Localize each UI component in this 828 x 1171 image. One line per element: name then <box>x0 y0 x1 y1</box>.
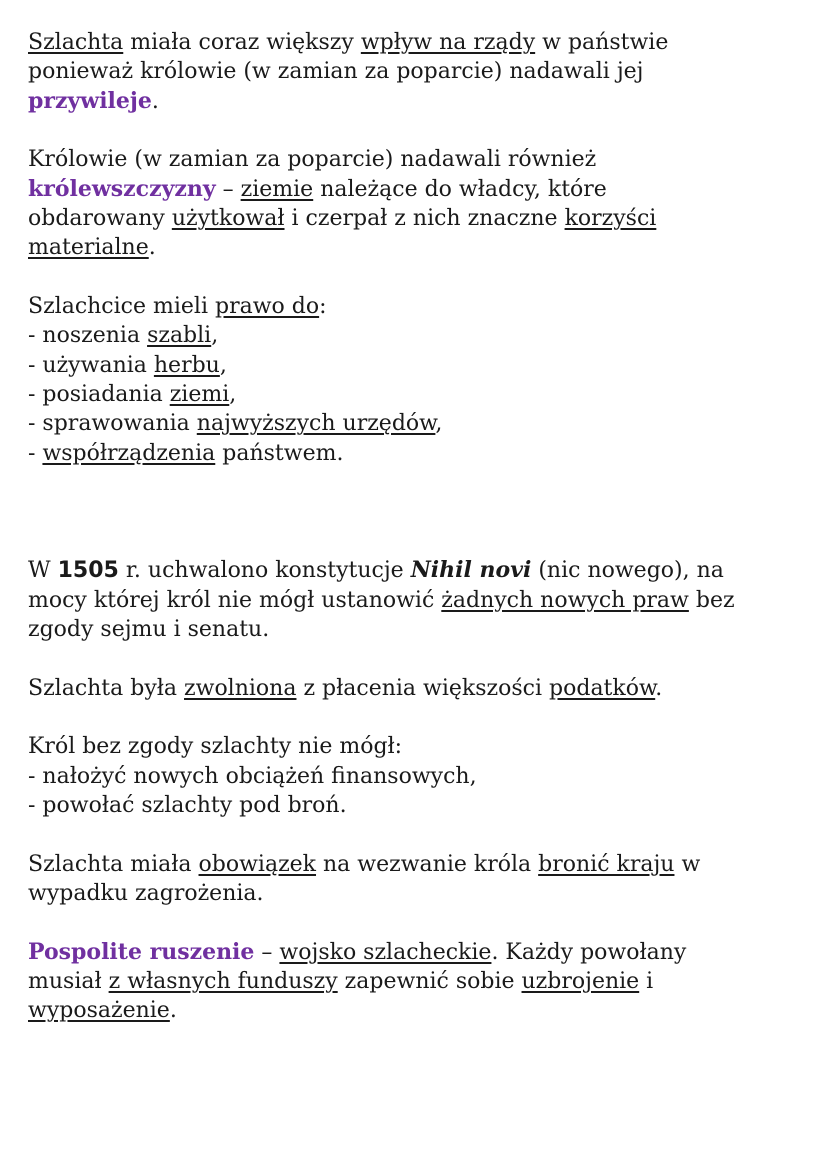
text-line <box>28 791 828 820</box>
text-line <box>28 292 828 321</box>
blank-line <box>28 116 828 145</box>
text-line <box>28 28 828 57</box>
text-line <box>28 439 828 468</box>
underlined-term: podatków <box>549 675 656 701</box>
text-span: miała coraz większy <box>123 30 361 55</box>
text-span: - powołać szlachty pod broń. <box>28 792 347 818</box>
text-span: , <box>435 411 443 437</box>
text-line <box>28 674 828 703</box>
text-span: i czerpał z nich znaczne <box>284 206 565 232</box>
text-span: . <box>148 235 156 261</box>
text-span: i <box>639 969 654 994</box>
text-span: Szlachta była <box>28 675 185 701</box>
underlined-term: użytkował <box>171 206 285 232</box>
text-span: - noszenia <box>28 323 148 349</box>
underlined-term: obowiązek <box>198 851 317 877</box>
text-span: – <box>254 939 280 965</box>
text-line <box>28 879 828 908</box>
blank-line <box>28 527 828 556</box>
blank-line <box>28 498 828 527</box>
highlighted-term: przywileje <box>28 87 152 114</box>
text-span: , <box>219 352 227 378</box>
blank-line <box>28 468 828 497</box>
text-span: r. uchwalono konstytucje <box>118 558 411 584</box>
text-span: na wezwanie króla <box>316 851 539 877</box>
text-span: . <box>151 88 159 114</box>
underlined-term: materialne <box>28 235 149 261</box>
text-line <box>28 175 828 204</box>
text-line <box>28 938 828 967</box>
text-span: należące do władcy, które <box>313 176 607 202</box>
underlined-term: współrządzenia <box>42 440 216 466</box>
text-line <box>28 556 828 585</box>
underlined-term: najwyższych urzędów <box>196 411 436 437</box>
text-span: zapewnić sobie <box>337 969 522 994</box>
text-line <box>28 380 828 409</box>
text-span: Szlachta miała <box>28 851 199 877</box>
underlined-term: uzbrojenie <box>521 969 640 994</box>
text-span: , <box>211 323 219 349</box>
underlined-term: żadnych nowych praw <box>441 587 689 613</box>
highlighted-term: Pospolite ruszenie <box>28 938 255 965</box>
text-span: - nałożyć nowych obciążeń finansowych, <box>28 763 477 789</box>
text-line <box>28 850 828 879</box>
text-span: Król bez zgody szlachty nie mógł: <box>28 734 403 760</box>
underlined-term: zwolniona <box>184 675 297 701</box>
text-line <box>28 409 828 438</box>
text-span: , <box>229 382 237 408</box>
blank-line <box>28 703 828 732</box>
underlined-term: Szlachta <box>28 30 124 55</box>
text-span: z płacenia większości <box>296 675 550 701</box>
blank-line <box>28 263 828 292</box>
text-line <box>28 351 828 380</box>
text-line <box>28 586 828 615</box>
text-span: Królowie (w zamian za poparcie) nadawali również <box>28 147 597 173</box>
blank-line <box>28 908 828 937</box>
text-span: mocy której król nie mógł ustanowić <box>28 587 442 613</box>
text-span: Szlachcice mieli <box>28 294 215 320</box>
text-span: . <box>655 675 663 701</box>
blank-line <box>28 820 828 849</box>
text-span: . <box>169 998 177 1024</box>
blank-line <box>28 644 828 673</box>
text-span: (nic nowego), na <box>531 558 724 584</box>
text-line <box>28 204 828 233</box>
text-span: zgody sejmu i senatu. <box>28 616 270 642</box>
text-span: w <box>674 851 701 877</box>
highlighted-term: królewszczyzny <box>28 175 216 202</box>
underlined-term: ziemi <box>169 382 230 408</box>
text-line <box>28 967 828 996</box>
underlined-term: ziemie <box>240 176 314 202</box>
bold-year: 1505 <box>57 558 119 584</box>
text-span: państwem. <box>215 440 344 466</box>
underlined-term: szabli <box>147 323 212 349</box>
text-span: - sprawowania <box>28 411 197 437</box>
text-line <box>28 762 828 791</box>
text-line <box>28 732 828 761</box>
text-line <box>28 233 828 262</box>
text-span: musiał <box>28 969 109 994</box>
text-span: : <box>319 294 327 320</box>
underlined-term: korzyści <box>564 206 657 232</box>
text-span: ponieważ królowie (w zamian za poparcie) nadawali jej <box>28 59 644 85</box>
underlined-term: wojsko szlacheckie <box>279 939 492 965</box>
text-span: W <box>28 558 58 584</box>
underlined-term: wyposażenie <box>28 998 170 1024</box>
underlined-term: prawo do <box>214 294 320 320</box>
underlined-term: wpływ na rządy <box>360 30 536 55</box>
text-span: wypadku zagrożenia. <box>28 880 264 906</box>
text-span: bez <box>688 587 735 613</box>
text-span: - <box>28 440 43 466</box>
underlined-term: z własnych funduszy <box>108 969 338 994</box>
text-line <box>28 145 828 174</box>
text-span: - używania <box>28 352 154 378</box>
text-line <box>28 87 828 116</box>
text-line <box>28 996 828 1025</box>
text-span: - posiadania <box>28 382 170 408</box>
text-span: obdarowany <box>28 206 172 232</box>
underlined-term: bronić kraju <box>538 851 675 877</box>
underlined-term: herbu <box>153 352 220 378</box>
text-span: w państwie <box>535 30 669 55</box>
text-line <box>28 615 828 644</box>
text-span: – <box>215 176 241 202</box>
text-line <box>28 57 828 86</box>
text-line <box>28 321 828 350</box>
bold-italic-title: Nihil novi <box>410 557 532 584</box>
text-span: . Każdy powołany <box>491 939 687 965</box>
